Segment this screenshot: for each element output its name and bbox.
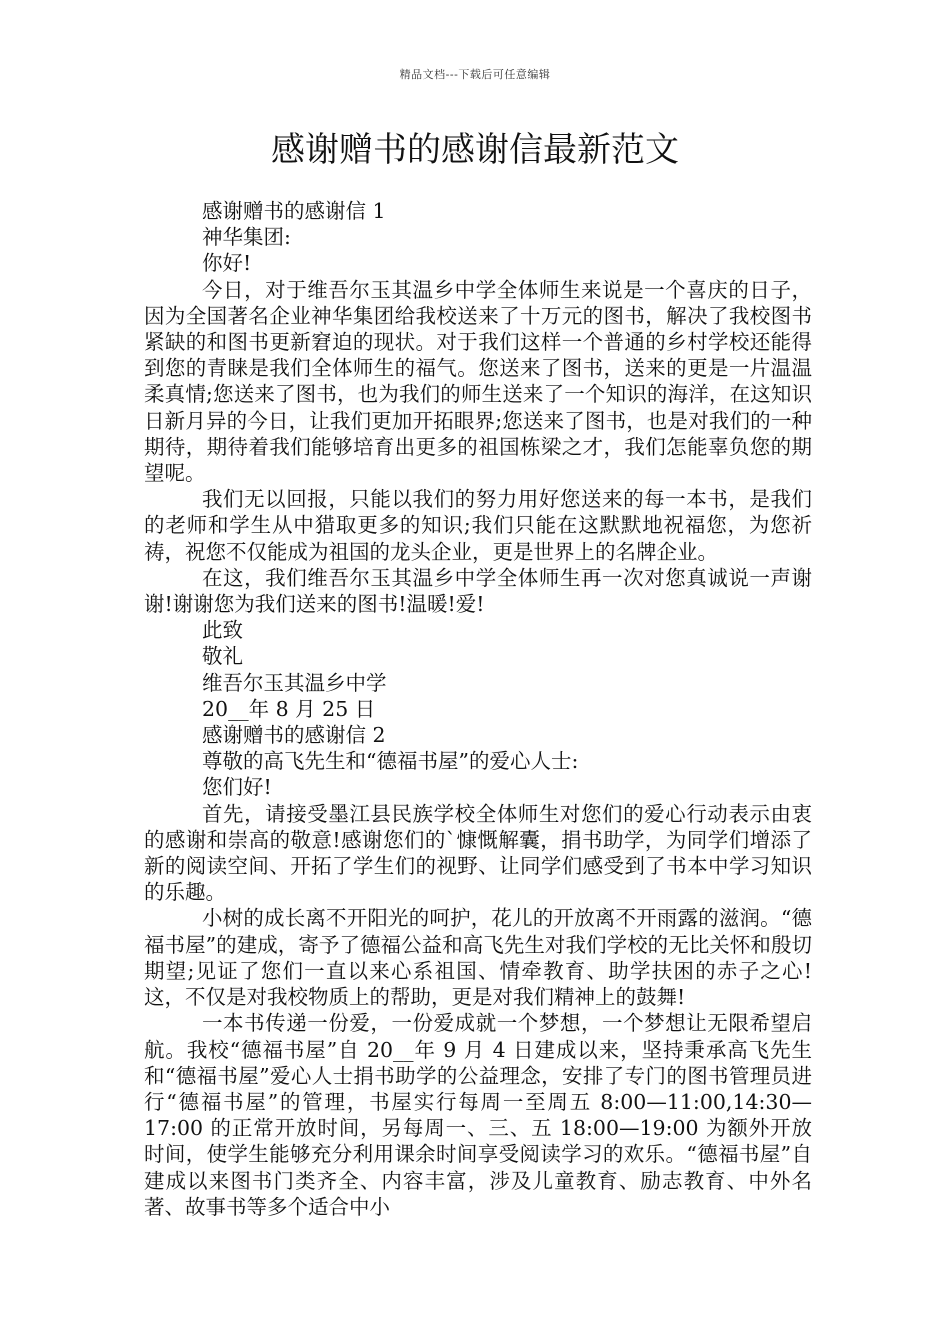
letter-1-salutation: 神华集团: <box>202 225 291 250</box>
letter-2-heading: 感谢赠书的感谢信 2 <box>202 723 386 748</box>
letter-2-paragraph-1: 首先，请接受墨江县民族学校全体师生对您们的爱心行动表示由衷的感谢和崇高的敬意!感谢您们的`慷慨解囊，捐书助学，为同学们增添了新的阅读空间、开拓了学生们的视野、让同学们感受到了书本中学习知识的乐趣。 <box>144 801 812 905</box>
letter-2-paragraph-2: 小树的成长离不开阳光的呵护，花儿的开放离不开雨露的滋润。“德福书屋”的建成，寄予了德福公益和高飞先生对我们学校的无比关怀和殷切期望;见证了您们一直以来心系祖国、情牵教育、助学扶困的赤子之心!这，不仅是对我校物质上的帮助，更是对我们精神上的鼓舞! <box>144 906 812 1010</box>
document-title: 感谢赠书的感谢信最新范文 <box>271 130 679 170</box>
letter-1-closing-1: 此致 <box>202 618 243 643</box>
letter-2-paragraph-3: 一本书传递一份爱，一份爱成就一个梦想，一个梦想让无限希望启航。我校“德福书屋”自 20__年 9 月 4 日建成以来，坚持秉承高飞先生和“德福书屋”爱心人士捐书助学的公益理念，安排了专门的图书管理员进行“德福书屋”的管理，书屋实行每周一至周五 8:00—11:00,14:30—17:00 的正常开放时间，另每周一、三、五 18:00—19:00 为额外开放时间，使学生能够充分利用课余时间享受阅读学习的欢乐。“德福书屋”自建成以来图书门类齐全、内容丰富，涉及儿童教育、励志教育、中外名著、故事书等多个适合中小 <box>144 1011 812 1219</box>
letter-1-greeting: 你好! <box>202 251 252 276</box>
page-header: 精品文档---下载后可任意编辑 <box>399 68 551 81</box>
letter-1-closing-2: 敬礼 <box>202 644 243 669</box>
letter-2-salutation: 尊敬的高飞先生和“德福书屋”的爱心人士: <box>202 749 579 774</box>
letter-1-paragraph-1: 今日，对于维吾尔玉其温乡中学全体师生来说是一个喜庆的日子，因为全国著名企业神华集团给我校送来了十万元的图书，解决了我校图书紧缺的和图书更新窘迫的现状。对于我们这样一个普通的乡村学校还能得到您的青睐是我们全体师生的福气。您送来了图书，送来的更是一片温温柔真情;您送来了图书，也为我们的师生送来了一个知识的海洋，在这知识日新月异的今日，让我们更加开拓眼界;您送来了图书，也是对我们的一种期待，期待着我们能够培育出更多的祖国栋梁之才，我们怎能辜负您的期望呢。 <box>144 277 812 486</box>
letter-1-date: 20__年 8 月 25 日 <box>202 696 376 721</box>
letter-1-signature: 维吾尔玉其温乡中学 <box>202 670 387 695</box>
letter-2-greeting: 您们好! <box>202 775 272 800</box>
document-body <box>144 198 812 1220</box>
letter-1-paragraph-3: 在这，我们维吾尔玉其温乡中学全体师生再一次对您真诚说一声谢谢!谢谢您为我们送来的图书!温暖!爱! <box>144 565 812 617</box>
letter-1-heading: 感谢赠书的感谢信 1 <box>202 199 386 223</box>
letter-1-paragraph-2: 我们无以回报，只能以我们的努力用好您送来的每一本书，是我们的老师和学生从中猎取更多的知识;我们只能在这默默地祝福您，为您祈祷，祝您不仅能成为祖国的龙头企业，更是世界上的名牌企业。 <box>144 487 812 564</box>
